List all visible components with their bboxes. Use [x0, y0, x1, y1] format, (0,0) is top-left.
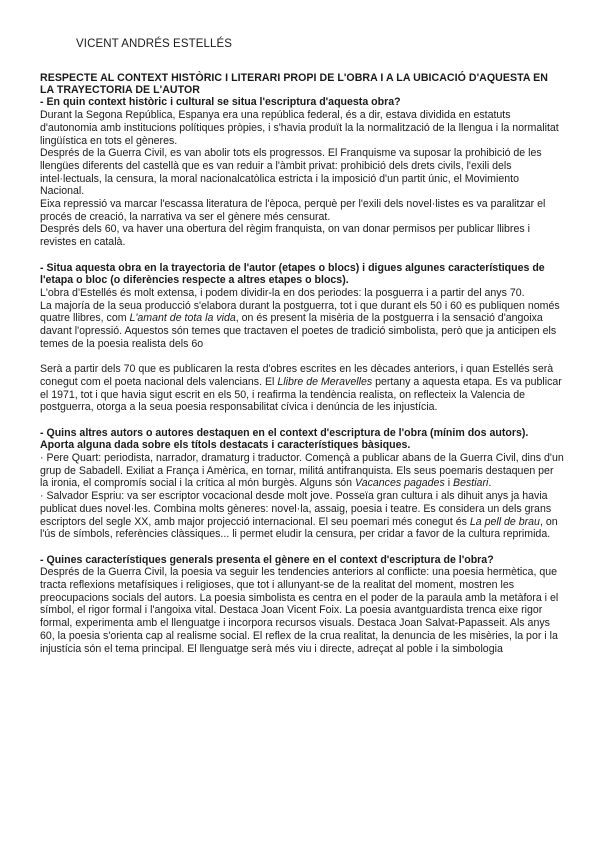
author-entry-pere-quart: · Pere Quart: periodista, narrador, dramaturg i traductor. Començà a publicar abans de la Guerra Civil, dins d'un grup de Sabadell. Exiliat a França i Amèrica, en tornar, militá antifranquista. Els seus poemaris destaquen per la ironia, el compromís social i la crítica al món burgès. Alguns són Vacances pagades i Bestiari.: [40, 452, 564, 490]
paragraph: La majoría de la seua producció s'elabora durant la postguerra, tot i que durant els 50 i 60 es publiquen només quatre llibres, com L'amant de tota la vida, on és present la misèria de la postguerra i la sensació d'angoixa davant l'opressió. Aquestos són temes que tractaven el poetes de tradició simbolista, però que ja anticipen els temes de la poesia realista dels 6o: [40, 299, 560, 350]
paragraph: Després dels 60, va haver una obertura del règim franquista, on van donar permisos per publicar llibres i revistes en català.: [40, 223, 530, 249]
document-title: RESPECTE AL CONTEXT HISTÒRIC I LITERARI PROPI DE L'OBRA I A LA UBICACIÓ D'AQUESTA EN LA TRAYECTORIA DE L'AUTOR: [40, 72, 548, 97]
question-genre-characteristics: - Quines característiques generals presenta el gènere en el context d'escriptura de l'obra?: [40, 553, 494, 566]
book-title: La pell de brau: [469, 515, 540, 528]
document-body: [40, 72, 564, 655]
question-historical-context: - En quin context històric i cultural se situa l'escriptura d'aquesta obra?: [40, 96, 401, 109]
paragraph: Eixa repressió va marcar l'escassa literatura de l'època, perquè per l'exili dels novel·listes es va paralitzar el procés de creació, la narrativa va ser el gènere més censurat.: [40, 198, 546, 223]
book-title: Llibre de Meravelles: [277, 375, 373, 388]
author-header: VICENT ANDRÉS ESTELLÉS: [76, 38, 233, 50]
author-entry-salvador-espriu: · Salvador Espriu: va ser escriptor vocacional desde molt jove. Posseïa gran cultura i als dihuit anys ja havia publicat dues novel·les. Combina molts gèneres: novel·la, assaig, poesia i teatre. Es considera un dels grans escriptors del segle XX, amb major projecció internacional. El seu poemari més conegut és La pell de brau, on l'ús de símbols, referències clàssiques... li permet eludir la censura, per cridar a favor de la cultura reprimida.: [40, 490, 558, 541]
paragraph: Durant la Segona República, Espanya era una república federal, és a dir, estava dividida en estatuts d'autonomia amb institucions polítiques pròpies, i s'havia produït la la normalització de la llengua i la normalitat lingüística en tots el gèneres.: [40, 109, 559, 147]
paragraph: Després de la Guerra Civil, la poesia va seguir les tendencies anteriors al conflicte: una poesia hermètica, que tracta reflexions metafísiques i religioses, que tot i allunyant-se de la realitat del moment, mostren les preocupacions socials del autors. La poesia simbolista es centra en el poder de la paraula amb la metàfora i el símbol, el rigor formal i l'angoixa vital. Destaca Joan Vicent Foix. La poesia avantguardista trenca eixe rigor formal, experimenta amb el llenguatge i incorpora recursos visuals. Destaca Joan Salvat-Papasseit. Als anys 60, la poesia s'orienta cap al realisme social. El reflex de la crua realitat, la denuncia de les misèries, la por i la injustícia són el tema principal. El llenguatge serà més viu i directe, adreçat al poble i la simbologia: [40, 566, 559, 655]
book-title: Bestiari: [453, 477, 489, 490]
paragraph: L'obra d'Estellés és molt extensa, i podem dividir-la en dos periodes: la posguerra i a partir del anys 70.: [40, 286, 525, 299]
paragraph: Serà a partir dels 70 que es publicaren la resta d'obres escrites en les dècades anteriors, i quan Estellés serà conegut com el poeta nacional dels valencians. El Llibre de Meravelles pertany a aquesta etapa. Es va publicar el 1971, tot i que havia sigut escrit en els 50, i reafirma la tendència realista, on reflecteix la Valencia de postguerra, otorga a la seua poesia responsabilitat cívica i denúncia de les injustícia.: [40, 363, 562, 414]
book-title: Vacances pagades: [355, 477, 445, 490]
book-title: L'amant de tota la vida: [129, 312, 236, 325]
question-other-authors: - Quins altres autors o autores destaquen en el context d'escriptura de l'obra (mínim dos autors). Aporta alguna dada sobre els títols destacats i característiques bàsiques.: [40, 426, 529, 452]
question-author-trajectory: - Situa aquesta obra en la trayectoria de l'autor (etapes o blocs) i digues algunes característiques de l'etapa o bloc (o diferències respecte a altres etapes o blocs).: [40, 261, 545, 287]
paragraph: Després de la Guerra Civil, es van abolir tots els progressos. El Franquisme va suposar la prohibició de les llengües diferents del castellà que es van reduir a l'àmbit privat: prohibició dels drets civils, l'exili dels intel·lectuals, la censura, la moral nacionalcatòlica estricta i la imposició d'un partit únic, el Movimiento Nacional.: [40, 147, 542, 198]
